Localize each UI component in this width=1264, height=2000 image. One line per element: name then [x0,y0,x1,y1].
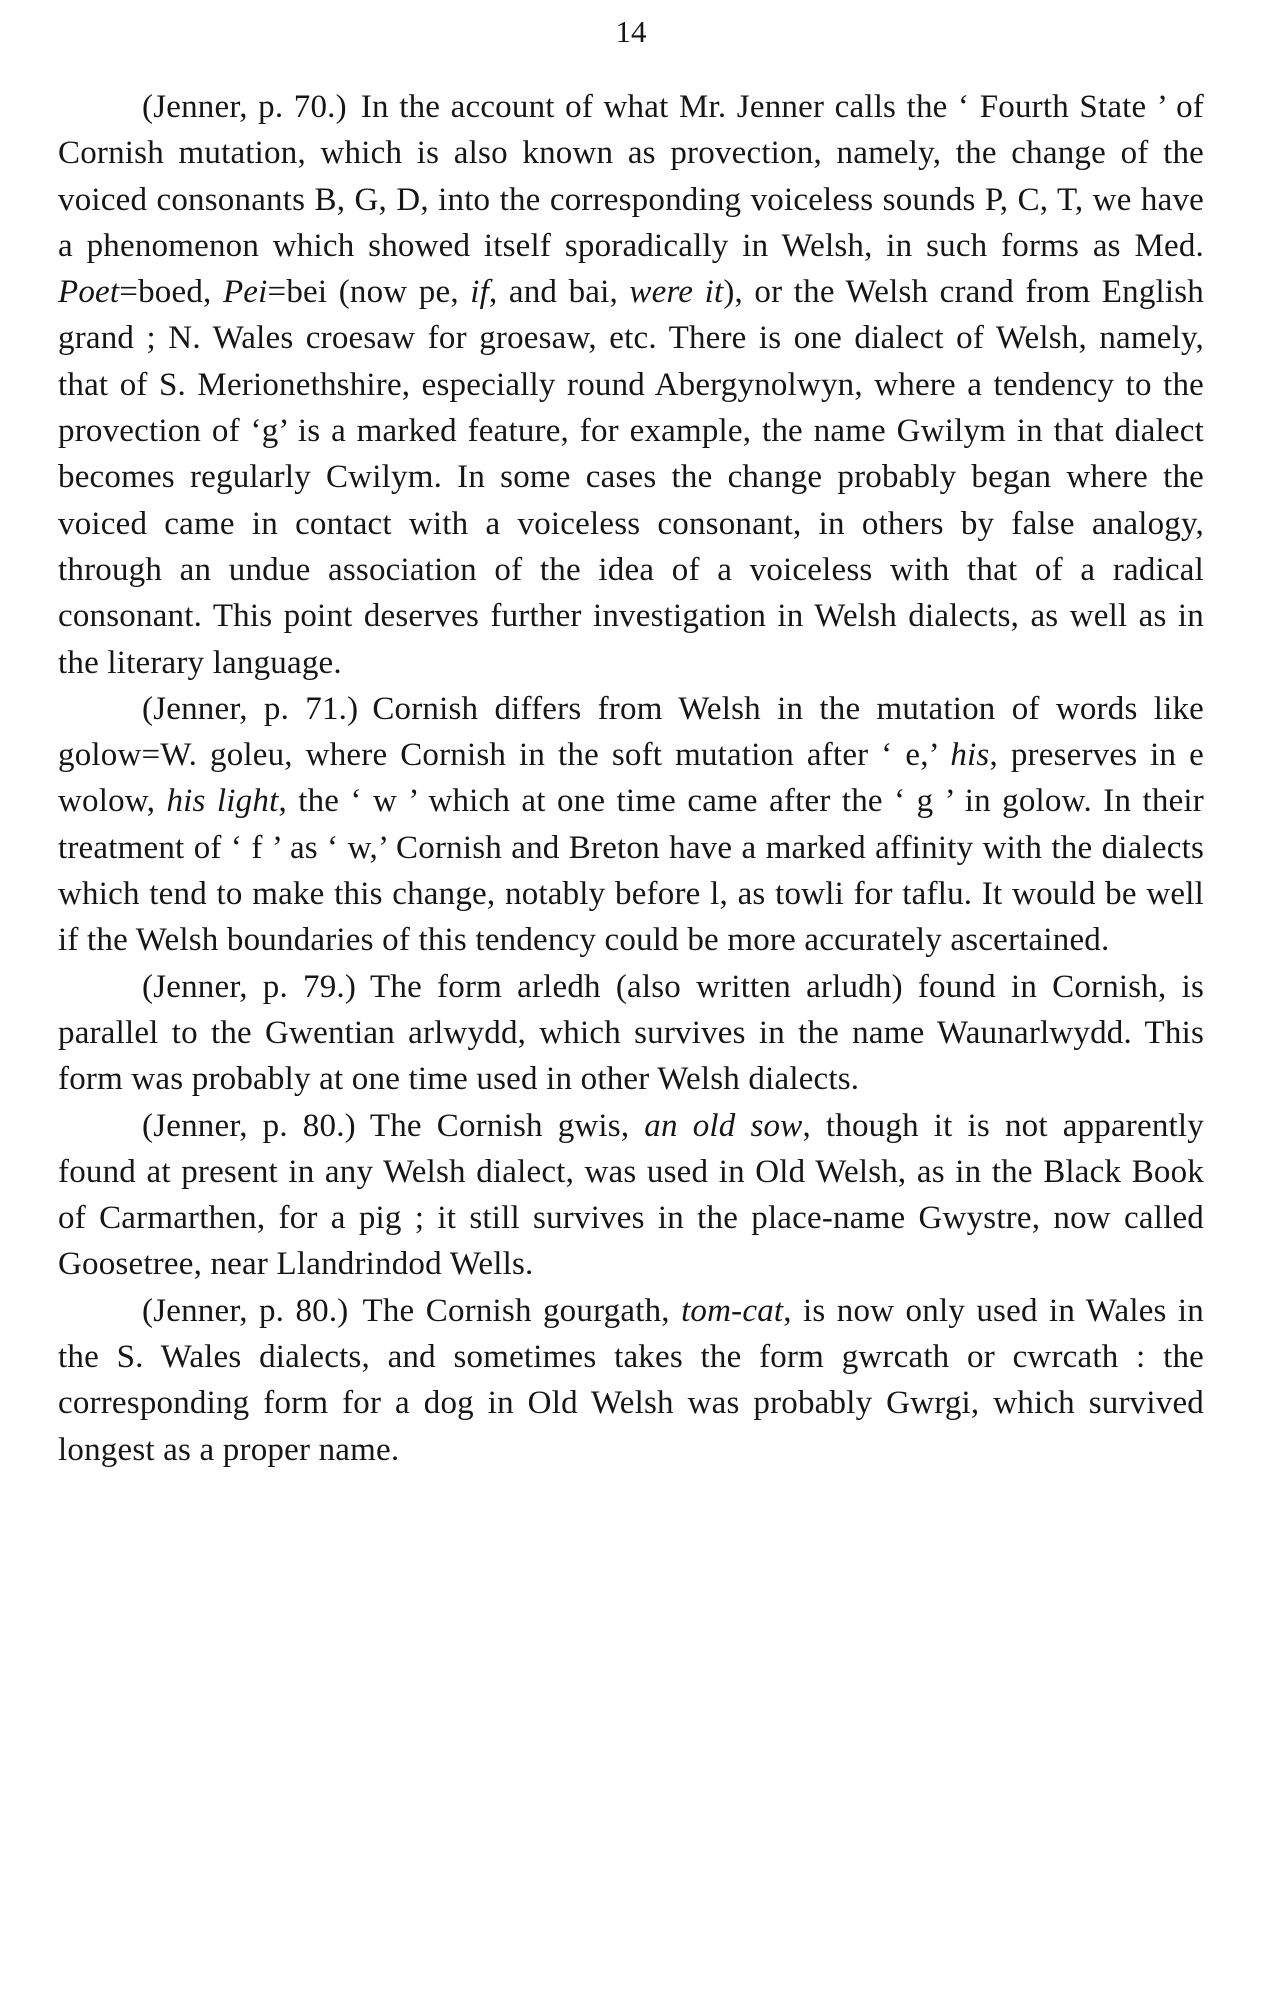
paragraph [58,1288,1204,1473]
text-run: =boed, [119,274,223,311]
jenner-reference: (Jenner, p. 80.) [142,1292,349,1329]
italic-gloss: were it [629,274,724,311]
text-run: , though it is not apparently found at present in any Welsh dialect, was used in Old Welsh, as in the Black Book of Carmarthen, for a pig ; it still survives in the place-name Gwystre, now called Goosetree, near Llandrindod Wells. [58,1107,1204,1283]
text-run: The Cornish gourgath, [362,1292,682,1329]
paragraph [58,964,1204,1103]
jenner-reference: (Jenner, p. 80.) [142,1107,356,1144]
paragraph [58,1103,1204,1288]
jenner-reference: (Jenner, p. 79.) [142,968,357,1005]
italic-gloss: if [470,274,489,311]
paragraph-text [58,691,1204,958]
jenner-reference: (Jenner, p. 71.) [142,690,359,727]
page-number: 14 [615,14,647,49]
italic-gloss: Pei [222,274,268,311]
text-run: , is now only used in Wales in the S. Wales dialects, and sometimes takes the form gwrcath or cwrcath : the corresponding form for a dog in Old Welsh was probably Gwrgi, which survived longest as a proper name. [58,1292,1204,1468]
text-run: , the ‘ w ’ which at one time came after the ‘ g ’ in golow. In their treatment of ‘ f ’ as ‘ w,’ Cornish and Breton have a marked affinity with the dialects which tend to make this change, notably before l, as towli for taflu. It would be well if the Welsh boundaries of this tendency could be more accurately ascertained. [58,783,1204,959]
italic-gloss: Poet [58,274,120,311]
text-run: Cornish differs from Welsh in the mutation of words like golow=W. goleu, where Cornish in the soft mutation after ‘ e,’ [58,690,1205,774]
text-run: , and bai, [488,274,630,311]
paragraph [58,84,1204,686]
italic-gloss: his light [166,783,279,820]
text-run: The form arledh (also written arludh) found in Cornish, is parallel to the Gwentian arlwydd, which survives in the name Waunarlwydd. This form was probably at one time used in other Welsh dialects. [58,968,1204,1098]
text-run: ), or the Welsh crand from English grand ; N. Wales croesaw for groesaw, etc. There is one dialect of Welsh, namely, that of S. Merionethshire, especially round Abergynolwyn, where a tendency to the provection of ‘g’ is a marked feature, for example, the name Gwilym in that dialect becomes regularly Cwilym. In some cases the change probably began where the voiced came in contact with a voiceless consonant, in others by false analogy, through an undue association of the idea of a voiceless with that of a radical consonant. This point deserves further investigation in Welsh dialects, as well as in the literary language. [58,274,1204,681]
italic-gloss: tom-cat [681,1292,784,1329]
paragraph [58,686,1204,964]
italic-gloss: an old sow [644,1107,803,1144]
text-run: , preserves in e wolow, [58,737,1204,820]
text-run: In the account of what Mr. Jenner calls the ‘ Fourth State ’ of Cornish mutation, which is also known as provection, namely, the change of the voiced consonants B, G, D, into the corresponding voiceless sounds P, C, T, we have a phenomenon which showed itself sporadically in Welsh, in such forms as Med. [58,89,1204,264]
paragraph-text [58,89,1204,681]
italic-gloss: his [950,737,990,774]
text-run: The Cornish gwis, [369,1107,645,1144]
text-run: =bei (now pe, [267,274,471,311]
jenner-reference: (Jenner, p. 70.) [142,89,347,125]
